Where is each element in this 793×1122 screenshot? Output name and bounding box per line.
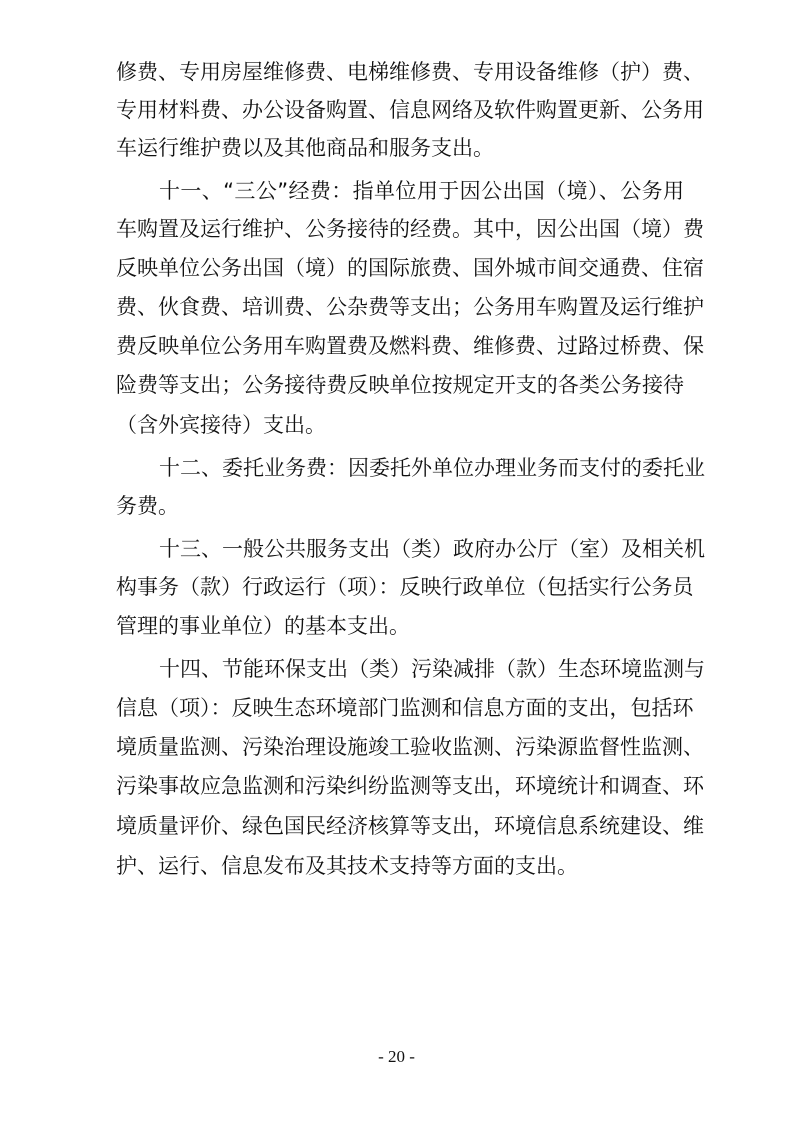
text-line: 费反映单位公务用车购置费及燃料费、维修费、过路过桥费、保 <box>116 334 704 358</box>
text-line: 管理的事业单位）的基本支出。 <box>116 614 410 638</box>
page-number: - 20 - <box>378 1047 415 1066</box>
text-line: 境质量评价、绿色国民经济核算等支出，环境信息系统建设、维 <box>116 814 704 838</box>
text-line: 护、运行、信息发布及其技术支持等方面的支出。 <box>116 854 578 878</box>
paragraph-12-first-line: 十二、委托业务费：因委托外单位办理业务而支付的委托业 <box>159 456 705 480</box>
paragraph-13-first-line: 十三、一般公共服务支出（类）政府办公厅（室）及相关机 <box>159 537 705 561</box>
text-line: 境质量监测、污染治理设施竣工验收监测、污染源监督性监测、 <box>116 735 704 759</box>
text-line: 务费。 <box>116 494 179 518</box>
text-line: 修费、专用房屋维修费、电梯维修费、专用设备维修（护）费、 <box>116 60 704 84</box>
text-line: 反映单位公务出国（境）的国际旅费、国外城市间交通费、住宿 <box>116 256 704 280</box>
text-line: 专用材料费、办公设备购置、信息网络及软件购置更新、公务用 <box>116 98 704 122</box>
text-line: 车购置及运行维护、公务接待的经费。其中，因公出国（境）费 <box>116 217 704 241</box>
paragraph-11-first-line: 十一、“三公”经费：指单位用于因公出国（境）、公务用 <box>159 179 684 203</box>
text-line: 车运行维护费以及其他商品和服务支出。 <box>116 136 494 160</box>
paragraph-14-first-line: 十四、节能环保支出（类）污染减排（款）生态环境监测与 <box>159 657 705 681</box>
text-line: 信息（项）：反映生态环境部门监测和信息方面的支出，包括环 <box>116 696 694 720</box>
text-line: 污染事故应急监测和污染纠纷监测等支出，环境统计和调查、环 <box>116 774 704 798</box>
text-line: （含外宾接待）支出。 <box>116 413 326 437</box>
text-line: 费、伙食费、培训费、公杂费等支出；公务用车购置及运行维护 <box>116 295 704 319</box>
text-line: 构事务（款）行政运行（项）：反映行政单位（包括实行公务员 <box>116 575 694 599</box>
text-line: 险费等支出；公务接待费反映单位按规定开支的各类公务接待 <box>116 373 684 397</box>
